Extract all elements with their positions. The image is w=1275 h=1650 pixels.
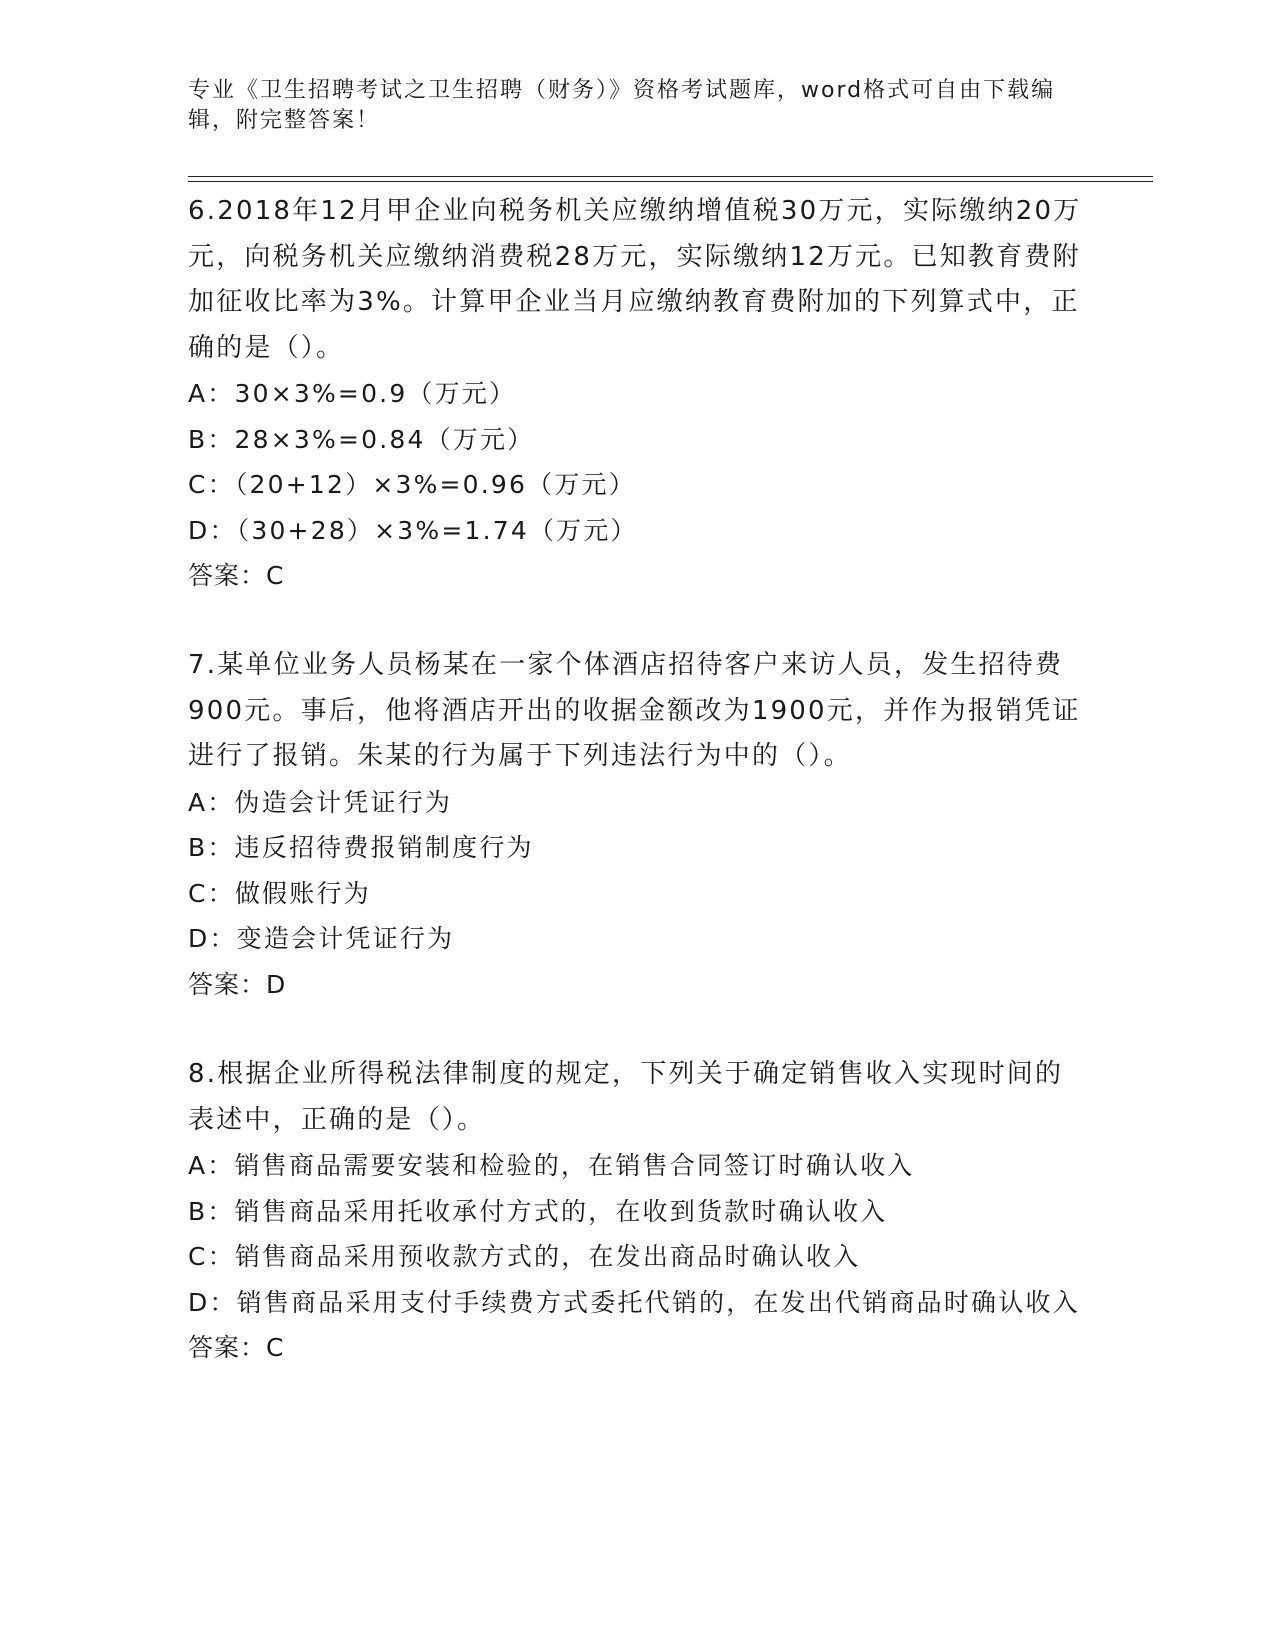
option-b: B：违反招待费报销制度行为 (188, 833, 534, 862)
option-d: D：变造会计凭证行为 (188, 924, 455, 953)
option-b: B：28×3%=0.84（万元） (188, 424, 535, 454)
answer-value: D (266, 969, 286, 999)
question-stem: 6.2018年12月甲企业向税务机关应缴纳增值税30万元，实际缴纳20万元，向税务机关应缴纳消费税28万元，实际缴纳12万元。已知教育费附加征收比率为3%。计算甲企业当月应缴纳教育费附加的下列算式中，正确的是（）。 (188, 196, 1082, 363)
option-c: C：销售商品采用预收款方式的，在发出商品时确认收入 (188, 1242, 861, 1271)
answer-value: C (266, 1333, 284, 1362)
option-d: D：销售商品采用支付手续费方式委托代销的，在发出代销商品时确认收入 (188, 1287, 1080, 1317)
header-divider (188, 176, 1153, 177)
option-a: A：伪造会计凭证行为 (188, 787, 453, 817)
option-c: C：做假账行为 (188, 878, 371, 908)
option-c: C：（20+12）×3%=0.96（万元） (188, 470, 636, 499)
answer-value: C (266, 561, 284, 590)
option-b: B：销售商品采用托收承付方式的，在收到货款时确认收入 (188, 1196, 888, 1226)
option-a: A：销售商品需要安装和检验的，在销售合同签订时确认收入 (188, 1151, 915, 1180)
answer-line (188, 962, 1088, 1008)
question-8 (188, 1052, 1088, 1371)
option-a: A：30×3%=0.9（万元） (188, 379, 517, 408)
question-6 (188, 189, 1088, 599)
question-7 (188, 643, 1088, 1007)
answer-label: 答案： (188, 1333, 267, 1362)
answer-label: 答案： (188, 969, 267, 999)
answer-line (188, 1325, 1088, 1371)
question-stem: 8.根据企业所得税法律制度的规定，下列关于确定销售收入实现时间的表述中，正确的是（）。 (188, 1059, 1064, 1135)
answer-label: 答案： (188, 561, 267, 590)
document-header: 专业《卫生招聘考试之卫生招聘（财务）》资格考试题库，word格式可自由下载编辑，附完整答案！ (188, 78, 1056, 133)
question-stem: 7.某单位业务人员杨某在一家个体酒店招待客户来访人员，发生招待费900元。事后，他将酒店开出的收据金额改为1900元，并作为报销凭证进行了报销。朱某的行为属于下列违法行为中的（）。 (188, 650, 1081, 771)
option-d: D：（30+28）×3%=1.74（万元） (188, 515, 638, 545)
answer-line (188, 553, 1088, 599)
header-divider-secondary (188, 181, 1153, 182)
